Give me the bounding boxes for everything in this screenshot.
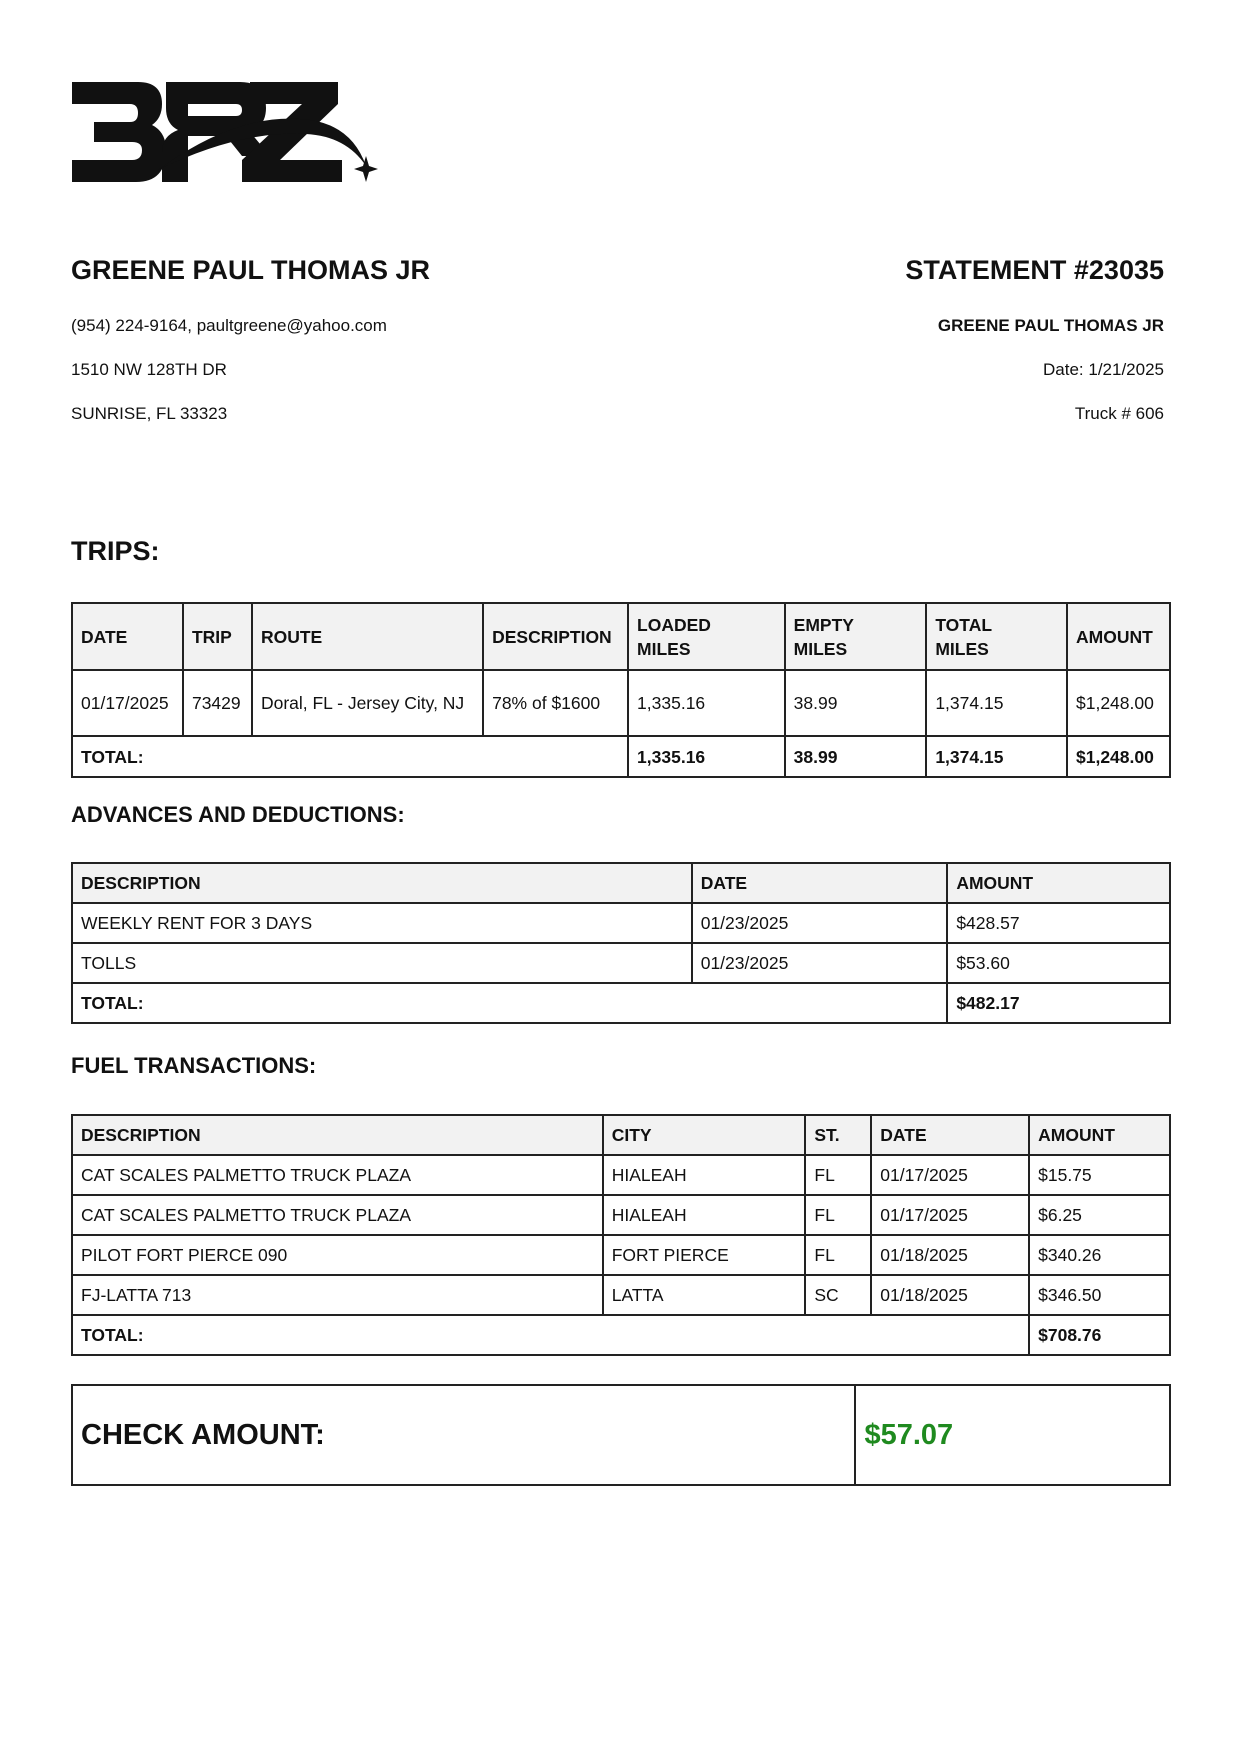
header-amount: AMOUNT bbox=[947, 863, 1170, 903]
brz-logo-icon bbox=[70, 80, 380, 200]
advance-description: TOLLS bbox=[72, 943, 692, 983]
header-amount: AMOUNT bbox=[1067, 603, 1170, 670]
trip-route: Doral, FL - Jersey City, NJ bbox=[252, 670, 483, 736]
trip-amount: $1,248.00 bbox=[1067, 670, 1170, 736]
statement-info bbox=[664, 253, 1164, 433]
fuel-heading: FUEL TRANSACTIONS: bbox=[71, 1053, 317, 1078]
fuel-date: 01/18/2025 bbox=[871, 1275, 1029, 1315]
table-header-row bbox=[72, 603, 1170, 670]
total-label: TOTAL: bbox=[72, 736, 628, 777]
table-row bbox=[72, 1195, 1170, 1235]
advance-amount: $53.60 bbox=[947, 943, 1170, 983]
header-loaded-miles: LOADED MILES bbox=[628, 603, 785, 670]
statement-truck: Truck # 606 bbox=[1074, 404, 1164, 423]
header-total-miles: TOTAL MILES bbox=[926, 603, 1067, 670]
total-row bbox=[72, 983, 1170, 1023]
trip-number: 73429 bbox=[183, 670, 252, 736]
table-header-row bbox=[72, 1115, 1170, 1155]
header-description: DESCRIPTION bbox=[72, 863, 692, 903]
trips-table bbox=[71, 602, 1171, 778]
fuel-date: 01/17/2025 bbox=[871, 1195, 1029, 1235]
table-row bbox=[72, 1275, 1170, 1315]
fuel-description: CAT SCALES PALMETTO TRUCK PLAZA bbox=[72, 1195, 603, 1235]
fuel-city: HIALEAH bbox=[603, 1195, 806, 1235]
header-description: DESCRIPTION bbox=[483, 603, 628, 670]
total-amount: $1,248.00 bbox=[1067, 736, 1170, 777]
check-amount-label: CHECK AMOUNT: bbox=[72, 1385, 855, 1485]
fuel-amount: $346.50 bbox=[1029, 1275, 1170, 1315]
fuel-city: HIALEAH bbox=[603, 1155, 806, 1195]
total-amount: $708.76 bbox=[1029, 1315, 1170, 1355]
statement-date: Date: 1/21/2025 bbox=[1043, 360, 1164, 379]
driver-address-line2: SUNRISE, FL 33323 bbox=[71, 404, 228, 423]
advances-table bbox=[71, 862, 1171, 1024]
fuel-table bbox=[71, 1114, 1171, 1356]
driver-info bbox=[71, 253, 571, 433]
header-description: DESCRIPTION bbox=[72, 1115, 603, 1155]
header-amount: AMOUNT bbox=[1029, 1115, 1170, 1155]
header-empty-miles: EMPTY MILES bbox=[785, 603, 927, 670]
fuel-state: FL bbox=[805, 1235, 871, 1275]
trips-heading: TRIPS: bbox=[71, 536, 160, 566]
fuel-date: 01/17/2025 bbox=[871, 1155, 1029, 1195]
trip-date: 01/17/2025 bbox=[72, 670, 183, 736]
trip-empty-miles: 38.99 bbox=[785, 670, 927, 736]
fuel-description: FJ-LATTA 713 bbox=[72, 1275, 603, 1315]
fuel-city: LATTA bbox=[603, 1275, 806, 1315]
advance-date: 01/23/2025 bbox=[692, 903, 948, 943]
header-date: DATE bbox=[871, 1115, 1029, 1155]
fuel-date: 01/18/2025 bbox=[871, 1235, 1029, 1275]
company-logo bbox=[70, 80, 380, 200]
statement-name: GREENE PAUL THOMAS JR bbox=[937, 316, 1164, 335]
advance-date: 01/23/2025 bbox=[692, 943, 948, 983]
total-empty-miles: 38.99 bbox=[785, 736, 927, 777]
advance-description: WEEKLY RENT FOR 3 DAYS bbox=[72, 903, 692, 943]
table-row bbox=[72, 943, 1170, 983]
fuel-state: FL bbox=[805, 1155, 871, 1195]
table-row bbox=[72, 670, 1170, 736]
check-amount-box bbox=[71, 1384, 1171, 1486]
advance-amount: $428.57 bbox=[947, 903, 1170, 943]
header-city: CITY bbox=[603, 1115, 806, 1155]
total-amount: $482.17 bbox=[947, 983, 1170, 1023]
fuel-description: CAT SCALES PALMETTO TRUCK PLAZA bbox=[72, 1155, 603, 1195]
advances-heading: ADVANCES AND DEDUCTIONS: bbox=[71, 802, 405, 827]
fuel-state: FL bbox=[805, 1195, 871, 1235]
table-header-row bbox=[72, 863, 1170, 903]
table-row bbox=[72, 1235, 1170, 1275]
total-total-miles: 1,374.15 bbox=[926, 736, 1067, 777]
driver-address-line1: 1510 NW 128TH DR bbox=[71, 360, 227, 379]
trip-loaded-miles: 1,335.16 bbox=[628, 670, 785, 736]
table-row bbox=[72, 1155, 1170, 1195]
total-label: TOTAL: bbox=[72, 1315, 1029, 1355]
total-row bbox=[72, 1315, 1170, 1355]
header-route: ROUTE bbox=[252, 603, 483, 670]
total-label: TOTAL: bbox=[72, 983, 947, 1023]
header-trip: TRIP bbox=[183, 603, 252, 670]
total-row bbox=[72, 736, 1170, 777]
driver-name: GREENE PAUL THOMAS JR bbox=[71, 255, 431, 285]
check-row bbox=[72, 1385, 1170, 1485]
fuel-amount: $6.25 bbox=[1029, 1195, 1170, 1235]
total-loaded-miles: 1,335.16 bbox=[628, 736, 785, 777]
header-date: DATE bbox=[72, 603, 183, 670]
table-row bbox=[72, 903, 1170, 943]
driver-contact: (954) 224-9164, paultgreene@yahoo.com bbox=[71, 316, 387, 335]
header-state: ST. bbox=[805, 1115, 871, 1155]
header-date: DATE bbox=[692, 863, 948, 903]
statement-title: STATEMENT #23035 bbox=[905, 255, 1164, 285]
fuel-amount: $15.75 bbox=[1029, 1155, 1170, 1195]
fuel-description: PILOT FORT PIERCE 090 bbox=[72, 1235, 603, 1275]
fuel-state: SC bbox=[805, 1275, 871, 1315]
fuel-city: FORT PIERCE bbox=[603, 1235, 806, 1275]
check-amount-value: $57.07 bbox=[855, 1385, 1170, 1485]
trip-description: 78% of $1600 bbox=[483, 670, 628, 736]
fuel-amount: $340.26 bbox=[1029, 1235, 1170, 1275]
trip-total-miles: 1,374.15 bbox=[926, 670, 1067, 736]
